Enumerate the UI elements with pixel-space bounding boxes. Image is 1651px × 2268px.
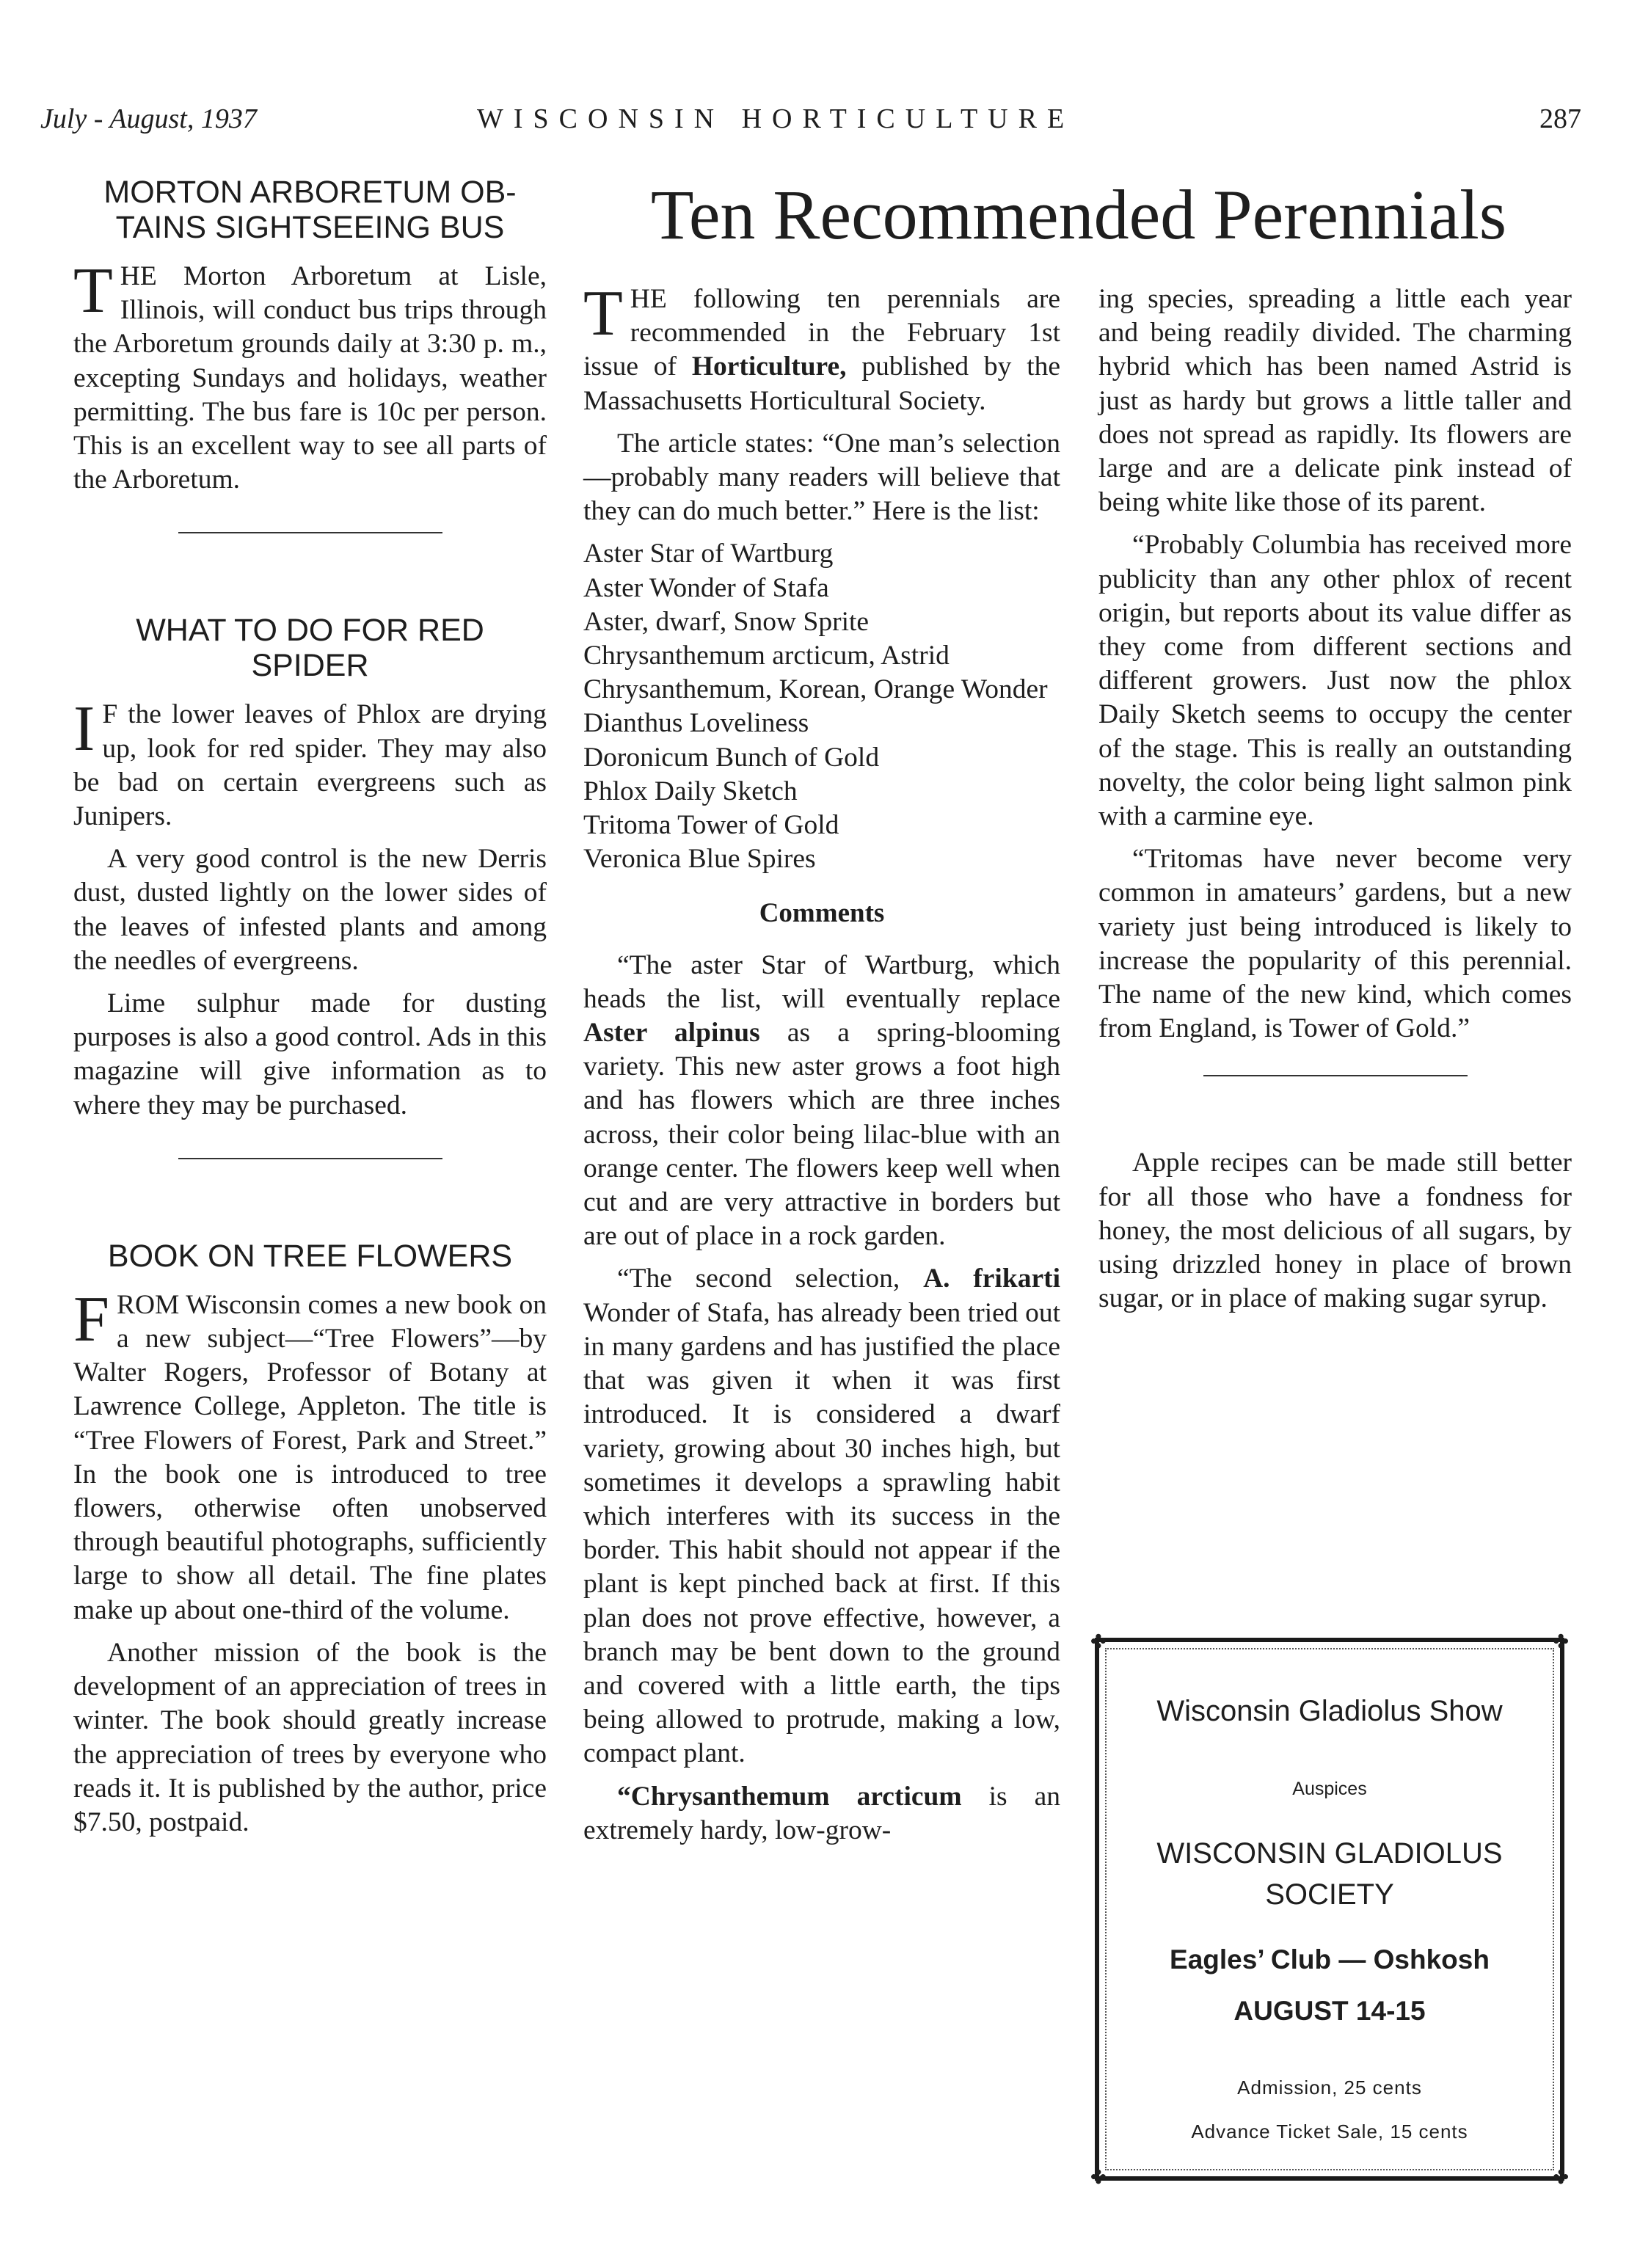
ornament-icon: ✤ — [1090, 2166, 1107, 2188]
ornament-icon: ✤ — [1553, 2166, 1569, 2188]
apple-recipes-paragraph: Apple recipes can be made still better for all those who have a fondness for honey, the most delicious of all sugars, by using drizzled honey in place of brown sugar, or in place of making sugar syrup. — [1098, 1148, 1572, 1314]
spider-paragraph-1 — [73, 693, 547, 834]
morton-paragraph — [73, 255, 547, 497]
heading-tree-flowers: BOOK ON TREE FLOWERS — [107, 1238, 513, 1274]
phlox-paragraph: “Probably Columbia has received more publicity than any other phlox of recent origin, but reports about its value differ as they come from different sections and different growers. Just now the phlox Daily Sketch seems to occupy the center of the stage. This is really an outstanding novelty, the color being light salmon pink with a carmine eye. — [1098, 530, 1572, 832]
intro-text-a: HE following ten perennials are recommended in the February 1st issue of — [583, 284, 1060, 382]
article-tree-flowers — [73, 1239, 547, 1839]
comment-2-text-a: “The second selection, — [617, 1264, 900, 1294]
perennial-list — [583, 537, 1060, 876]
intro-paragraph — [583, 278, 1061, 418]
comment-3-bold: “Chrysanthemum arcticum — [617, 1781, 962, 1812]
list-item: Aster Wonder of Stafa — [583, 572, 829, 603]
section-divider — [178, 1158, 442, 1159]
spider-paragraph-2: A very good control is the new Derris dust, dusted lightly on the lower sides of the leaves of infested plants and among the needles of evergreens. — [73, 844, 547, 976]
comment-paragraph-1 — [583, 949, 1060, 1254]
gladiolus-show-ad — [1090, 1630, 1569, 2188]
ad-society: WISCONSIN GLADIOLUS SOCIETY — [1156, 1837, 1503, 1911]
list-item: Aster, dwarf, Snow Sprite — [583, 606, 870, 637]
ad-auspices: Auspices — [1292, 1779, 1367, 1799]
comment-paragraph-3 — [583, 1780, 1060, 1848]
section-divider — [1203, 1075, 1468, 1076]
issue-date: July - August, 1937 — [40, 103, 257, 134]
list-item: Veronica Blue Spires — [583, 844, 816, 875]
comment-1-bold: Aster alpinus — [583, 1018, 760, 1049]
ornament-icon: ✤ — [1553, 1630, 1569, 1652]
comment-3-text: is an extremely hardy, low-grow- — [583, 1781, 1061, 1845]
ad-venue: Eagles’ Club — Oshkosh — [1170, 1944, 1490, 1975]
continued-paragraph: ing species, spreading a little each year and being readily divided. The charming hybrid which has been named Astrid is just as hardy but grows a little taller and does not spread as rapidly. Its flowers are large and are a delicate pink instead of being white like those of its parent. — [1098, 284, 1572, 518]
article-morton-arboretum — [73, 175, 547, 497]
right-column — [1098, 282, 1572, 1324]
ad-dates: AUGUST 14-15 — [1233, 1996, 1426, 2026]
page-number: 287 — [1539, 103, 1581, 134]
ad-title: Wisconsin Gladiolus Show — [1156, 1695, 1503, 1727]
list-item: Phlox Daily Sketch — [583, 776, 798, 806]
left-column — [73, 175, 547, 1848]
list-item: Doronicum Bunch of Gold — [583, 742, 880, 773]
drop-cap: F — [73, 1283, 109, 1355]
morton-text: HE Morton Arboretum at Lisle, Illinois, will conduct bus trips through the Arboretum grounds daily at 3:30 p. m., excepting Sundays and holidays, weather permitting. The bus fare is 10c per person. This is an excellent way to see all parts of the Arboretum. — [73, 261, 547, 495]
ad-advance-sale: Advance Ticket Sale, 15 cents — [1191, 2121, 1468, 2143]
comment-1-text-a: “The aster Star of Wartburg, which heads the list, will eventually replace — [583, 949, 1060, 1014]
middle-column — [583, 278, 1061, 1856]
main-article-title: Ten Recommended Perennials — [650, 175, 1507, 254]
intro-text-b: published by the Massachusetts Horticultural Society. — [583, 351, 1061, 416]
page-header — [40, 103, 1581, 147]
drop-cap: I — [73, 693, 95, 765]
comment-1-text-b: as a spring-blooming variety. This new aster grows a foot high and has flowers which are three inches across, their color being lilac-blue with an orange center. The flowers keep well when cut and are very attractive in borders but are out of place in a rock garden. — [583, 1018, 1060, 1252]
book-paragraph-1 — [73, 1283, 547, 1627]
book-paragraph-2: Another mission of the book is the development of an appreciation of trees in winter. The book should greatly increase the appreciation of trees by everyone who reads it. It is published by the author, price $7.50, postpaid. — [73, 1637, 547, 1837]
comment-paragraph-2 — [583, 1262, 1060, 1771]
comment-2-bold: A. frikarti — [923, 1264, 1060, 1294]
drop-cap: T — [583, 278, 623, 349]
intro-bold: Horticulture, — [691, 351, 847, 382]
article-red-spider — [73, 613, 547, 1122]
publication-title: WISCONSIN HORTICULTURE — [477, 103, 1075, 134]
list-item: Aster Star of Wartburg — [583, 539, 834, 569]
ornament-icon: ✤ — [1090, 1630, 1107, 1652]
comments-heading: Comments — [759, 898, 885, 929]
section-divider — [178, 532, 442, 533]
spider-text-1: F the lower leaves of Phlox are drying up, look for red spider. They may also be bad on certain evergreens such as Junipers. — [73, 699, 547, 832]
list-item: Tritoma Tower of Gold — [583, 810, 839, 841]
list-item: Chrysanthemum, Korean, Orange Wonder — [583, 674, 1048, 705]
book-text-1: ROM Wisconsin comes a new book on a new subject—“Tree Flowers”—by Walter Rogers, Professor of Botany at Lawrence College, Appleton. The title is “Tree Flowers of Forest, Park and Street.” In the book one is introduced to tree flowers, otherwise often unobserved through beautiful photographs, sufficiently large to show all detail. The fine plates make up about one-third of the volume. — [73, 1289, 547, 1625]
ad-admission: Admission, 25 cents — [1237, 2076, 1422, 2099]
list-item: Chrysanthemum arcticum, Astrid — [583, 641, 950, 671]
tritoma-paragraph: “Tritomas have never become very common in amateurs’ gardens, but a new variety just being introduced is likely to increase the popularity of this perennial. The name of the new kind, which comes from England, is Tower of Gold.” — [1098, 844, 1572, 1044]
comment-2-text-b: Wonder of Stafa, has already been tried out in many gardens and has justified the place that was given it when it was first introduced. It is considered a dwarf variety, growing about 30 inches high, but sometimes it develops a sprawling habit which interferes with its success in the border. This habit should not appear if the plant is kept pinched back at first. If this plan does not prove effective, however, a branch may be bent down to the ground and covered with a little earth, the tips being allowed to protrude, making a low, compact plant. — [583, 1297, 1060, 1769]
heading-red-spider: WHAT TO DO FOR RED SPIDER — [136, 613, 484, 684]
article-states-paragraph: The article states: “One man’s selection—probably many readers will believe that they can do much better.” Here is the list: — [583, 428, 1060, 527]
list-item: Dianthus Loveliness — [583, 708, 809, 739]
heading-morton-arboretum: MORTON ARBORETUM OB- TAINS SIGHTSEEING BUS — [103, 175, 517, 245]
drop-cap: T — [73, 255, 113, 327]
spider-paragraph-3: Lime sulphur made for dusting purposes is also a good control. Ads in this magazine will give information as to where they may be purchased. — [73, 988, 547, 1120]
